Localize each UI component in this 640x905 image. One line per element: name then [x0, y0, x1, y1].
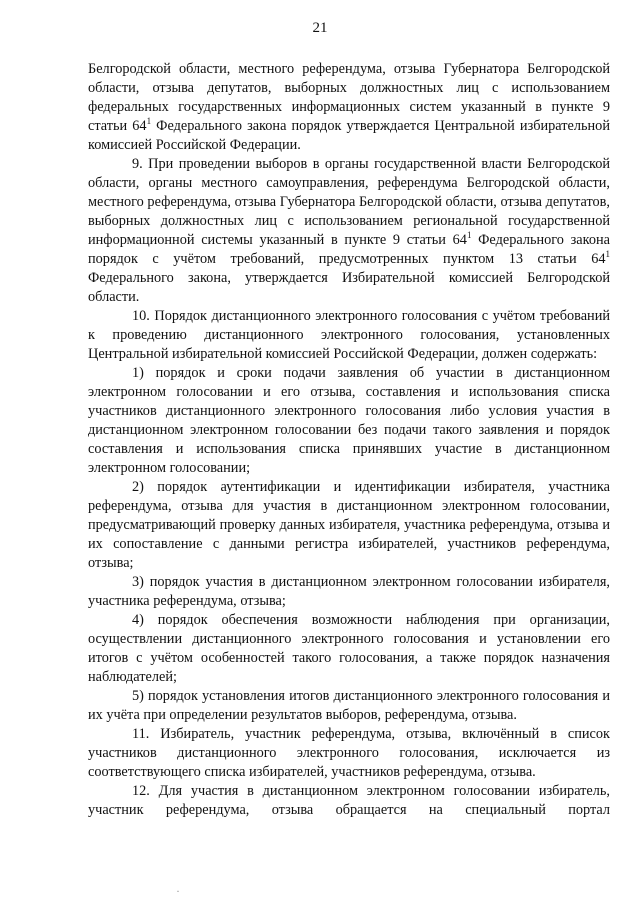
paragraph-12: 12. Для участия в дистанционном электронном голосовании избиратель, участник референдума, отзыва обращается на специальный портал — [88, 783, 610, 818]
paragraph-9: 9. При проведении выборов в органы государственной власти Белгородской области, органы местного самоуправления, референдума Белгородской области, местного референдума, отзыва Губернатора Белгородской области, отзыва депутатов, выборных должностных лиц с использованием региональной государственной информационной системы указанный в пункте 9 статьи $64^1$ Федерального закона порядок с учётом требований, предусмотренных пунктом 13 статьи $64^1$ Федерального закона, утверждается Избирательной комиссией Белгородской области. — [88, 156, 610, 305]
page-number: 21 — [312, 20, 328, 36]
scan-speck: · — [176, 884, 180, 898]
superscript: 1 — [605, 249, 610, 260]
paragraph-10-item-3: 3) порядок участия в дистанционном электронном голосовании избирателя, участника референдума, отзыва; — [88, 574, 610, 609]
paragraph-continuation: Белгородской области, местного референдума, отзыва Губернатора Белгородской области, отзыва депутатов, выборных должностных лиц с использованием федеральных государственных информационных систем указанный в пункте 9 статьи $64^1$ Федерального закона порядок утверждается Центральной избирательной комиссией Российской Федерации. — [88, 61, 610, 153]
paragraph-10-item-5: 5) порядок установления итогов дистанционного электронного голосования и их учёта при определении результатов выборов, референдума, отзыва. — [88, 688, 610, 723]
paragraph-10: 10. Порядок дистанционного электронного голосования с учётом требований к проведению дистанционного электронного голосования, установленных Центральной избирательной комиссией Российской Федерации, должен содержать: — [88, 308, 610, 362]
document-body — [88, 60, 610, 820]
superscript: 1 — [466, 230, 472, 241]
paragraph-10-item-1: 1) порядок и сроки подачи заявления об участии в дистанционном электронном голосовании и его отзыва, составления и использования списка участников дистанционного электронного голосования либо условия участия в дистанционном электронном голосовании без подачи такого заявления и порядок составления и использования списка принявших участие в дистанционном электронном голосовании; — [88, 365, 610, 476]
paragraph-10-item-4: 4) порядок обеспечения возможности наблюдения при организации, осуществлении дистанционного электронного голосования и установлении его итогов с учётом особенностей такого голосования, а также порядок назначения наблюдателей; — [88, 612, 610, 685]
paragraph-10-item-2: 2) порядок аутентификации и идентификации избирателя, участника референдума, отзыва для участия в дистанционном электронном голосовании, предусматривающий проверку данных избирателя, участника референдума, отзыва и их сопоставление с данными регистра избирателей, участников референдума, отзыва; — [88, 479, 610, 571]
superscript: 1 — [146, 116, 152, 127]
paragraph-11: 11. Избиратель, участник референдума, отзыва, включённый в список участников дистанционного электронного голосования, исключается из соответствующего списка избирателей, участников референдума, отзыва. — [88, 726, 610, 780]
